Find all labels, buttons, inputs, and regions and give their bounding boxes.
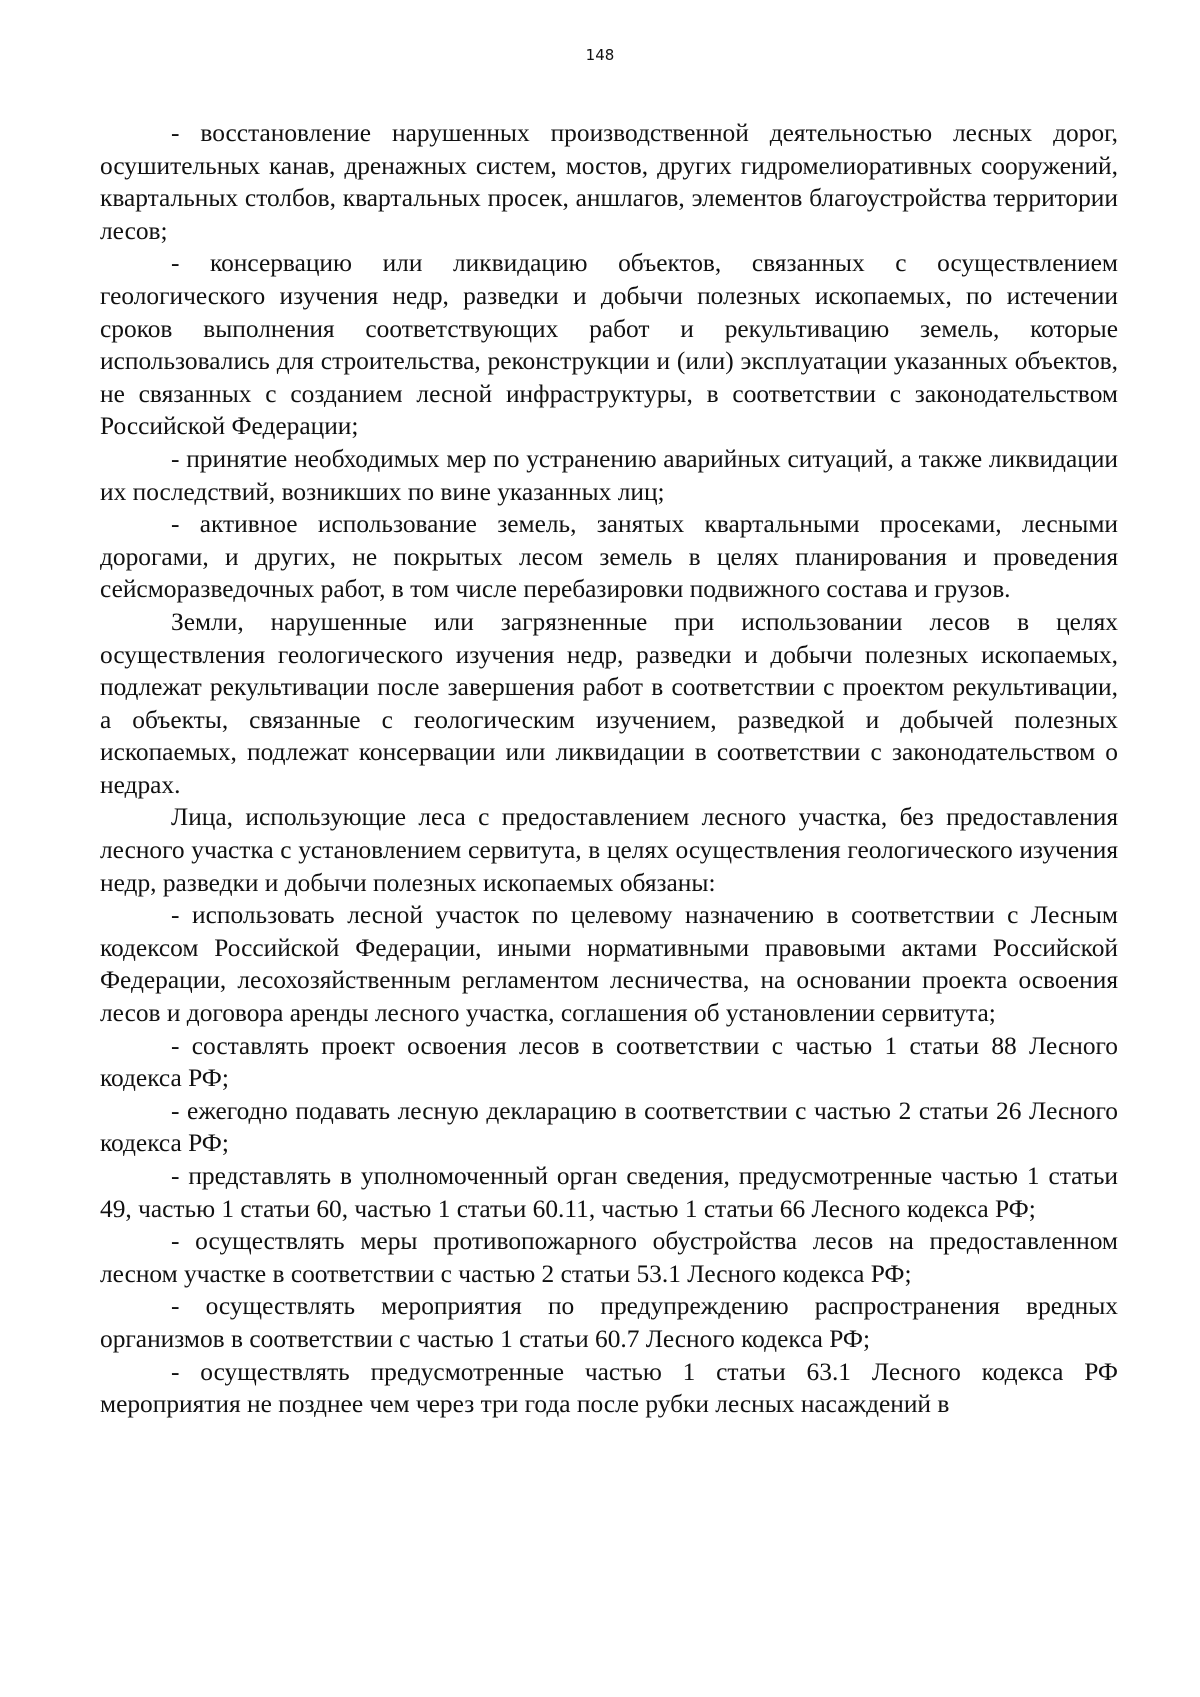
paragraph-forest-declaration: - ежегодно подавать лесную декларацию в соответствии с частью 2 статьи 26 Лесного кодекса РФ;	[100, 1096, 1118, 1158]
page-number: 148	[585, 46, 615, 64]
paragraph-land-use: - активное использование земель, занятых квартальными просеками, лесными дорогами, и других, не покрытых лесом земель в целях планирования и проведения сейсморазведочных работ, в том числе перебазировки подвижного состава и грузов.	[100, 510, 1118, 604]
document-body	[100, 117, 1118, 1421]
paragraph-emergency-measures: - принятие необходимых мер по устранению аварийных ситуаций, а также ликвидации их последствий, возникших по вине указанных лиц;	[100, 444, 1118, 506]
paragraph-restoration: - восстановление нарушенных производственной деятельностью лесных дорог, осушительных канав, дренажных систем, мостов, других гидромелиоративных сооружений, квартальных столбов, квартальных просек, аншлагов, элементов благоустройства территории лесов;	[100, 119, 1118, 245]
paragraph-reforestation: - осуществлять предусмотренные частью 1 статьи 63.1 Лесного кодекса РФ мероприятия не позднее чем через три года после рубки лесных насаждений в	[100, 1357, 1118, 1419]
paragraph-reclamation: Земли, нарушенные или загрязненные при использовании лесов в целях осуществления геологического изучения недр, разведки и добычи полезных ископаемых, подлежат рекультивации после завершения работ в соответствии с проектом рекультивации, а объекты, связанные с геологическим изучением, разведкой и добычей полезных ископаемых, подлежат консервации или ликвидации в соответствии с законодательством о недрах.	[100, 607, 1118, 799]
paragraph-development-project: - составлять проект освоения лесов в соответствии с частью 1 статьи 88 Лесного кодекса РФ;	[100, 1031, 1118, 1093]
paragraph-fire-prevention: - осуществлять меры противопожарного обустройства лесов на предоставленном лесном участке в соответствии с частью 2 статьи 53.1 Лесного кодекса РФ;	[100, 1227, 1118, 1288]
paragraph-pest-prevention: - осуществлять мероприятия по предупреждению распространения вредных организмов в соответствии с частью 1 статьи 60.7 Лесного кодекса РФ;	[100, 1292, 1118, 1353]
paragraph-reporting: - представлять в уполномоченный орган сведения, предусмотренные частью 1 статьи 49, частью 1 статьи 60, частью 1 статьи 60.11, частью 1 статьи 66 Лесного кодекса РФ;	[100, 1162, 1118, 1223]
paragraph-target-use: - использовать лесной участок по целевому назначению в соответствии с Лесным кодексом Российской Федерации, иными нормативными правовыми актами Российской Федерации, лесохозяйственным регламентом лесничества, на основании проекта освоения лесов и договора аренды лесного участка, соглашения об установлении сервитута;	[100, 901, 1118, 1028]
paragraph-obligations-intro: Лица, использующие леса с предоставлением лесного участка, без предоставления лесного участка с установлением сервитута, в целях осуществления геологического изучения недр, разведки и добычи полезных ископаемых обязаны:	[100, 803, 1118, 897]
paragraph-conservation: - консервацию или ликвидацию объектов, связанных с осуществлением геологического изучения недр, разведки и добычи полезных ископаемых, по истечении сроков выполнения соответствующих работ и рекультивацию земель, которые использовались для строительства, реконструкции и (или) эксплуатации указанных объектов, не связанных с созданием лесной инфраструктуры, в соответствии с законодательством Российской Федерации;	[100, 249, 1118, 441]
